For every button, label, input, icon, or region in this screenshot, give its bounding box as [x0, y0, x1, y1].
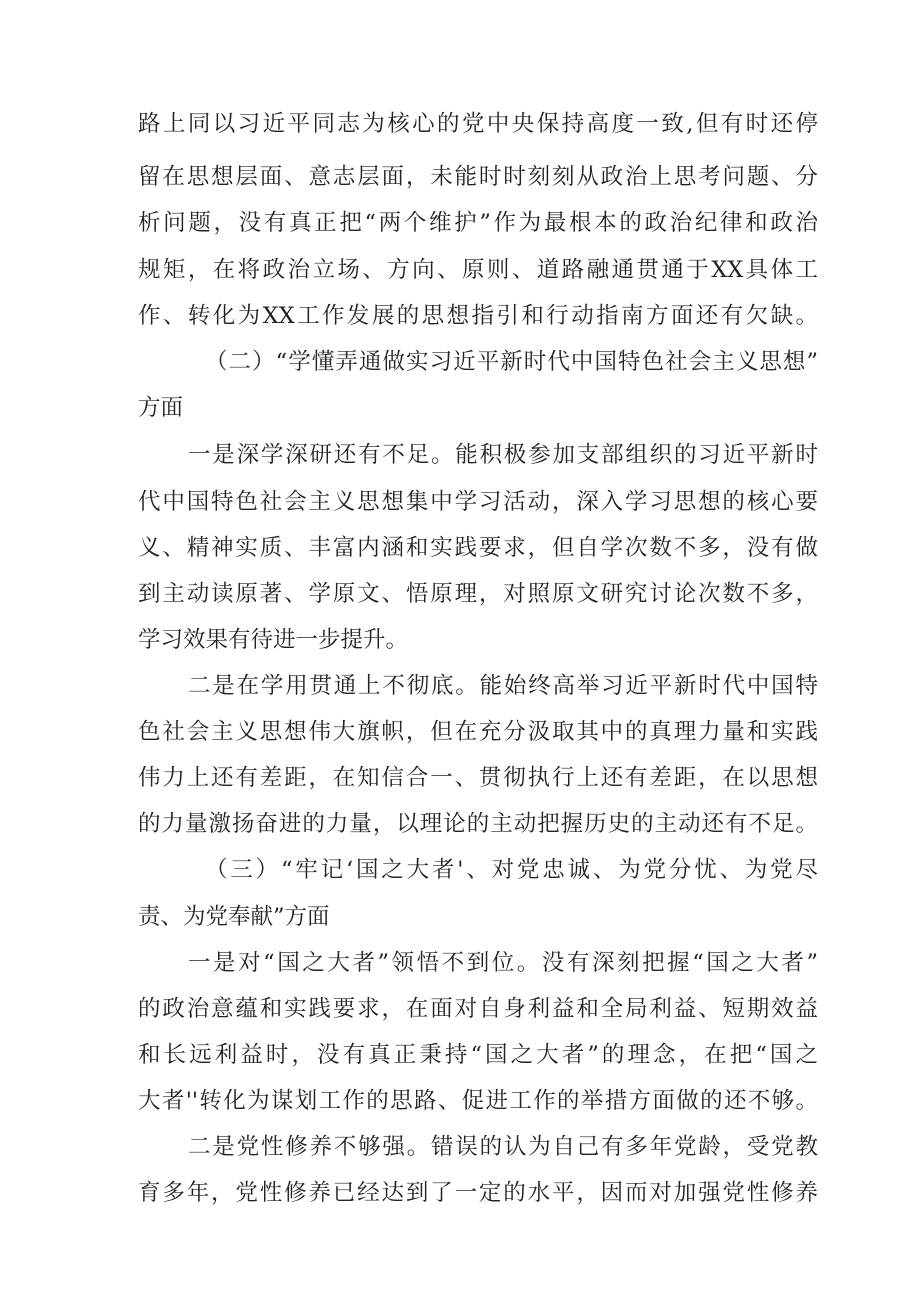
paragraph-line: 育多年，党性修养已经达到了一定的水平，因而对加强党性修养: [138, 1180, 818, 1206]
paragraph-line: 二是在学用贯通上不彻底。能始终高举习近平新时代中国特: [188, 673, 818, 699]
paragraph-line: 二是党性修养不够强。错误的认为自己有多年党龄，受党教: [188, 1134, 818, 1160]
paragraph-line: 色社会主义思想伟大旗帜，但在充分汲取其中的真理力量和实践: [138, 719, 818, 745]
paragraph-line: 伟力上还有差距，在知信合一、贯彻执行上还有差距，在以思想: [138, 765, 818, 791]
paragraph-line: 一是深学深研还有不足。能积极参加支部组织的习近平新时: [188, 442, 818, 468]
section-heading: 责、为党奉献”方面: [138, 904, 330, 930]
paragraph-line: 大者''转化为谋划工作的思路、促进工作的举措方面做的还不够。: [138, 1088, 818, 1114]
paragraph-line: 一是对“国之大者”领悟不到位。没有深刻把握“国之大者”: [188, 950, 818, 976]
section-heading: （二）“学懂弄通做实习近平新时代中国特色社会主义思想”: [205, 349, 818, 375]
paragraph-line: 的政治意蕴和实践要求，在面对自身利益和全局利益、短期效益: [138, 996, 818, 1022]
paragraph-line: 代中国特色社会主义思想集中学习活动，深入学习思想的核心要: [138, 489, 818, 515]
paragraph-line: 到主动读原著、学原文、悟原理，对照原文研究讨论次数不多，: [138, 581, 818, 607]
paragraph-line: 规矩，在将政治立场、方向、原则、道路融通贯通于XX具体工: [138, 257, 818, 283]
paragraph-line: 的力量激扬奋进的力量，以理论的主动把握历史的主动还有不足。: [138, 811, 818, 837]
section-heading: 方面: [138, 395, 184, 421]
paragraph-line: 路上同以习近平同志为核心的党中央保持高度一致,但有时还停: [138, 111, 818, 137]
paragraph-line: 和长远利益时，没有真正秉持“国之大者”的理念，在把“国之: [138, 1042, 818, 1068]
paragraph-line: 作、转化为XX工作发展的思想指引和行动指南方面还有欠缺。: [138, 303, 818, 329]
paragraph-line: 析问题，没有真正把“两个维护”作为最根本的政治纪律和政治: [138, 210, 818, 236]
section-heading: （三）“牢记‘国之大者'、对党忠诚、为党分忧、为党尽: [205, 857, 818, 883]
paragraph-line: 学习效果有待进一步提升。: [138, 627, 409, 653]
paragraph-line: 义、精神实质、丰富内涵和实践要求，但自学次数不多，没有做: [138, 535, 818, 561]
paragraph-line: 留在思想层面、意志层面，未能时时刻刻从政治上思考问题、分: [138, 164, 818, 190]
